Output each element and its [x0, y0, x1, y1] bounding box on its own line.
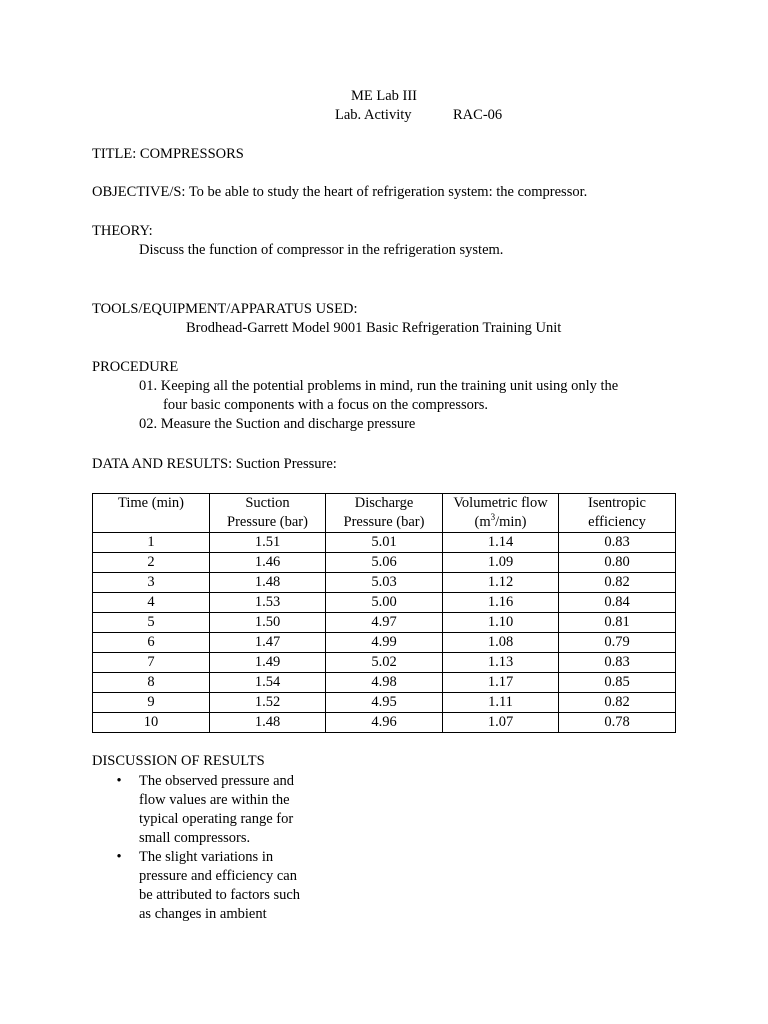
cell-suction: 1.47	[210, 633, 326, 653]
header-suction-line-2: Pressure (bar)	[227, 514, 308, 530]
table-row	[93, 653, 676, 673]
cell-time: 7	[93, 653, 210, 673]
cell-discharge: 4.98	[326, 673, 443, 693]
table-row	[93, 673, 676, 693]
cell-discharge: 5.06	[326, 553, 443, 573]
results-table	[92, 493, 676, 733]
bullet-line: pressure and efficiency can	[139, 868, 297, 884]
activity-code: RAC-06	[453, 107, 503, 123]
cell-time: 3	[93, 573, 210, 593]
bullet-line: flow values are within the	[139, 792, 290, 808]
cell-discharge: 5.03	[326, 573, 443, 593]
table-row	[93, 713, 676, 733]
header-time-label: Time (min)	[118, 495, 184, 511]
cell-flow: 1.13	[443, 653, 559, 673]
cell-efficiency: 0.82	[559, 693, 676, 713]
cell-efficiency: 0.82	[559, 573, 676, 593]
cell-efficiency: 0.83	[559, 533, 676, 553]
table-row	[93, 573, 676, 593]
cell-time: 1	[93, 533, 210, 553]
cell-flow: 1.10	[443, 613, 559, 633]
cell-flow: 1.11	[443, 693, 559, 713]
header-discharge-line-1: Discharge	[354, 495, 414, 511]
procedure-heading: PROCEDURE	[92, 359, 179, 375]
cell-suction: 1.51	[210, 533, 326, 553]
cell-suction: 1.50	[210, 613, 326, 633]
header-discharge-line-2: Pressure (bar)	[343, 514, 425, 530]
bullet-marker: •	[116, 773, 122, 789]
discussion-list	[114, 772, 344, 924]
cell-time: 10	[93, 713, 210, 733]
discussion-heading: DISCUSSION OF RESULTS	[92, 753, 265, 769]
cell-time: 8	[93, 673, 210, 693]
cell-flow: 1.09	[443, 553, 559, 573]
cell-suction: 1.49	[210, 653, 326, 673]
header-efficiency-line-2: efficiency	[588, 514, 646, 530]
table-row	[93, 553, 676, 573]
cell-time: 5	[93, 613, 210, 633]
cell-suction: 1.48	[210, 573, 326, 593]
cell-efficiency: 0.78	[559, 713, 676, 733]
activity-label: Lab. Activity	[335, 107, 412, 123]
course-title: ME Lab III	[350, 88, 418, 104]
cell-discharge: 4.96	[326, 713, 443, 733]
cell-efficiency: 0.79	[559, 633, 676, 653]
cell-discharge: 4.95	[326, 693, 443, 713]
cell-discharge: 4.99	[326, 633, 443, 653]
cell-flow: 1.12	[443, 573, 559, 593]
header-flow-unit-exponent: 3	[490, 512, 496, 523]
bullet-line: small compressors.	[139, 830, 251, 846]
cell-time: 9	[93, 693, 210, 713]
cell-suction: 1.46	[210, 553, 326, 573]
header-volumetric-flow	[443, 494, 559, 533]
table-row	[93, 693, 676, 713]
tools-heading: TOOLS/EQUIPMENT/APPARATUS USED:	[92, 301, 358, 317]
cell-efficiency: 0.84	[559, 593, 676, 613]
cell-time: 2	[93, 553, 210, 573]
theory-heading: THEORY:	[92, 223, 153, 239]
cell-suction: 1.53	[210, 593, 326, 613]
header-flow-unit	[443, 513, 558, 532]
cell-efficiency: 0.85	[559, 673, 676, 693]
cell-flow: 1.14	[443, 533, 559, 553]
header-time	[93, 494, 210, 533]
procedure-step-2: 02. Measure the Suction and discharge pressure	[139, 416, 416, 432]
cell-efficiency: 0.80	[559, 553, 676, 573]
bullet-line: typical operating range for	[139, 811, 294, 827]
header-discharge-pressure	[326, 494, 443, 533]
header-efficiency-line-1: Isentropic	[588, 495, 646, 511]
table-row	[93, 633, 676, 653]
bullet-line: as changes in ambient	[139, 906, 267, 922]
bullet-line: The observed pressure and	[139, 773, 295, 789]
header-flow-unit-pre: (m	[474, 514, 491, 530]
cell-suction: 1.54	[210, 673, 326, 693]
header-isentropic-efficiency	[559, 494, 676, 533]
tools-text: Brodhead-Garrett Model 9001 Basic Refrigeration Training Unit	[186, 320, 562, 336]
cell-flow: 1.16	[443, 593, 559, 613]
document-title: TITLE: COMPRESSORS	[92, 146, 244, 162]
header-flow-line-1: Volumetric flow	[453, 495, 548, 511]
cell-efficiency: 0.81	[559, 613, 676, 633]
table-row	[93, 593, 676, 613]
cell-efficiency: 0.83	[559, 653, 676, 673]
table-row	[93, 533, 676, 553]
cell-discharge: 5.02	[326, 653, 443, 673]
header-flow-unit-post: /min)	[495, 514, 527, 530]
header-suction-line-1: Suction	[245, 495, 290, 511]
cell-suction: 1.48	[210, 713, 326, 733]
list-item	[114, 772, 344, 848]
procedure-step-1: 01. Keeping all the potential problems in mind, run the training unit using only the	[139, 378, 619, 394]
cell-discharge: 5.00	[326, 593, 443, 613]
table-row	[93, 613, 676, 633]
procedure-step-1-continued: four basic components with a focus on the compressors.	[163, 397, 488, 413]
cell-flow: 1.08	[443, 633, 559, 653]
cell-discharge: 4.97	[326, 613, 443, 633]
data-results-heading: DATA AND RESULTS: Suction Pressure:	[92, 456, 337, 472]
bullet-line: be attributed to factors such	[139, 887, 301, 903]
table-header-row	[93, 494, 676, 533]
bullet-line: The slight variations in	[139, 849, 274, 865]
objective: OBJECTIVE/S: To be able to study the heart of refrigeration system: the compressor.	[92, 184, 588, 200]
bullet-marker: •	[116, 849, 122, 865]
cell-flow: 1.17	[443, 673, 559, 693]
theory-text: Discuss the function of compressor in the refrigeration system.	[139, 242, 504, 258]
cell-suction: 1.52	[210, 693, 326, 713]
cell-time: 4	[93, 593, 210, 613]
cell-flow: 1.07	[443, 713, 559, 733]
cell-discharge: 5.01	[326, 533, 443, 553]
list-item	[114, 848, 344, 924]
header-suction-pressure	[210, 494, 326, 533]
cell-time: 6	[93, 633, 210, 653]
